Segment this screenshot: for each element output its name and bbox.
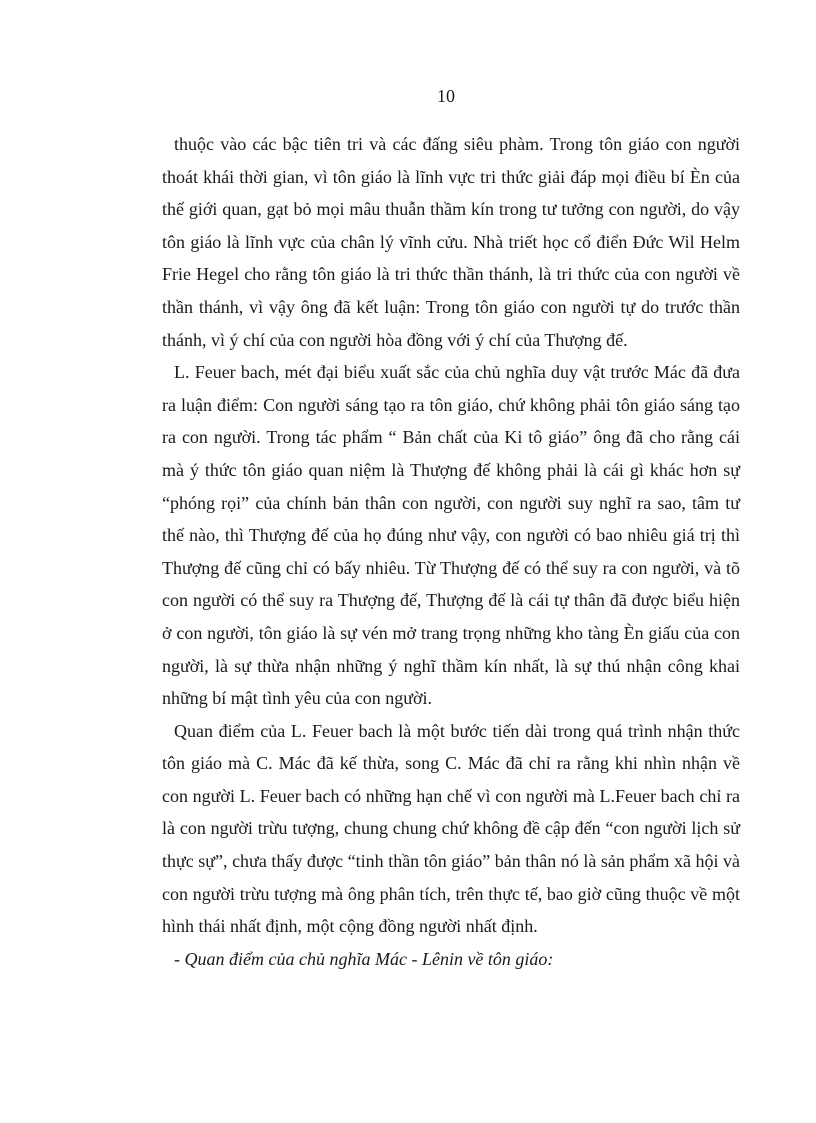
page-number: 10: [437, 86, 455, 106]
section-heading: - Quan điểm của chủ nghĩa Mác - Lênin về tôn giáo:: [174, 948, 554, 969]
body-text: [162, 128, 740, 975]
paragraph-1: thuộc vào các bậc tiên tri và các đấng siêu phàm. Trong tôn giáo con người thoát khái thời gian, vì tôn giáo là lĩnh vực tri thức giải đáp mọi điều bí Èn của thế giới quan, gạt bỏ mọi mâu thuẫn thầm kín trong tư tưởng con người, do vậy tôn giáo là lĩnh vực của chân lý vĩnh cửu. Nhà triết học cổ điển Đức Wil Helm Frie Hegel cho rằng tôn giáo là tri thức thần thánh, là tri thức của con người về thần thánh, vì vậy ông đã kết luận: Trong tôn giáo con người tự do trước thần thánh, vì ý chí của con người hòa đồng với ý chí của Thượng đế.: [162, 134, 740, 350]
paragraph-3: Quan điểm của L. Feuer bach là một bước tiến dài trong quá trình nhận thức tôn giáo mà C. Mác đã kế thừa, song C. Mác đã chỉ ra rằng khi nhìn nhận về con người L. Feuer bach có những hạn chế vì con người mà L.Feuer bach chỉ ra là con người trừu tượng, chung chung chứ không đề cập đến “con người lịch sử thực sự”, chưa thấy được “tinh thần tôn giáo” bản thân nó là sản phẩm xã hội và con người trừu tượng mà ông phân tích, trên thực tế, bao giờ cũng thuộc về một hình thái nhất định, một cộng đồng người nhất định.: [162, 720, 740, 937]
paragraph-2: L. Feuer bach, mét đại biểu xuất sắc của chủ nghĩa duy vật trước Mác đã đưa ra luận điểm: Con người sáng tạo ra tôn giáo, chứ không phải tôn giáo sáng tạo ra con người. Trong tác phẩm “ Bản chất của Ki tô giáo” ông đã cho rằng cái mà ý thức tôn giáo quan niệm là Thượng đế không phải là cái gì khác hơn sự “phóng rọi” của chính bản thân con người, con người suy nghĩ ra sao, tâm tư thế nào, thì Thượng đế của họ đúng như vậy, con người có bao nhiêu giá trị thì Thượng đế cũng chỉ có bấy nhiêu. Từ Thượng đế có thể suy ra con người, và tõ con người có thể suy ra Thượng đế, Thượng đế là cái tự thân đã được biểu hiện ở con người, tôn giáo là sự vén mở trang trọng những kho tàng Èn giấu của con người, là sự thừa nhận những ý nghĩ thầm kín nhất, là sự thú nhận công khai những bí mật tình yêu của con người.: [162, 362, 740, 709]
